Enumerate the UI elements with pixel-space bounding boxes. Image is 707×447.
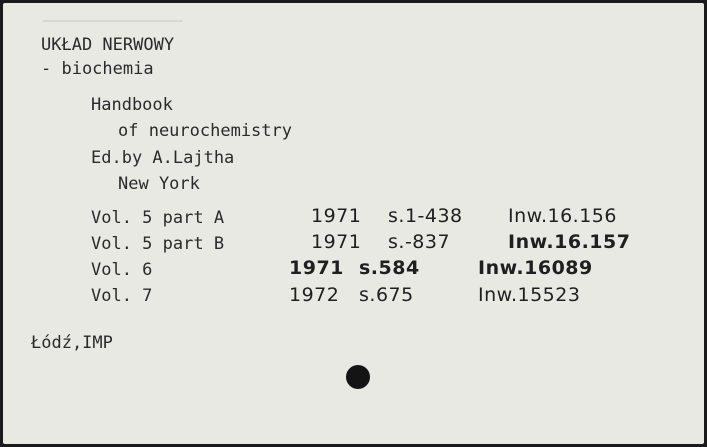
subject-subheading: - biochemia <box>41 59 154 79</box>
title-line-2: of neurochemistry <box>118 121 292 141</box>
catalog-card <box>3 3 704 444</box>
volume-inventory: Inw.15523 <box>478 284 581 306</box>
volume-label: Vol. 7 <box>91 286 153 306</box>
subject-heading: UKŁAD NERWOWY <box>41 35 175 55</box>
punch-hole <box>346 365 370 389</box>
volume-pages: s.-837 <box>388 231 451 253</box>
volume-inventory: Inw.16.157 <box>508 231 631 253</box>
title-line-1: Handbook <box>91 95 173 115</box>
place: New York <box>118 174 200 194</box>
volume-pages: s.675 <box>359 284 414 306</box>
volume-label: Vol. 5 part B <box>91 234 225 254</box>
faint-mark <box>43 20 183 22</box>
volume-year: 1971 <box>289 257 344 279</box>
volume-inventory: Inw.16089 <box>478 257 593 279</box>
volume-year: 1971 <box>311 231 362 253</box>
location: Łódź,IMP <box>31 333 113 353</box>
volume-pages: s.1-438 <box>388 205 463 227</box>
volume-inventory: Inw.16.156 <box>508 205 617 227</box>
editor: Ed.by A.Lajtha <box>91 148 235 168</box>
volume-year: 1972 <box>289 284 340 306</box>
volume-label: Vol. 5 part A <box>91 208 225 228</box>
volume-label: Vol. 6 <box>91 260 153 280</box>
volume-year: 1971 <box>311 205 362 227</box>
volume-pages: s.584 <box>359 257 420 279</box>
